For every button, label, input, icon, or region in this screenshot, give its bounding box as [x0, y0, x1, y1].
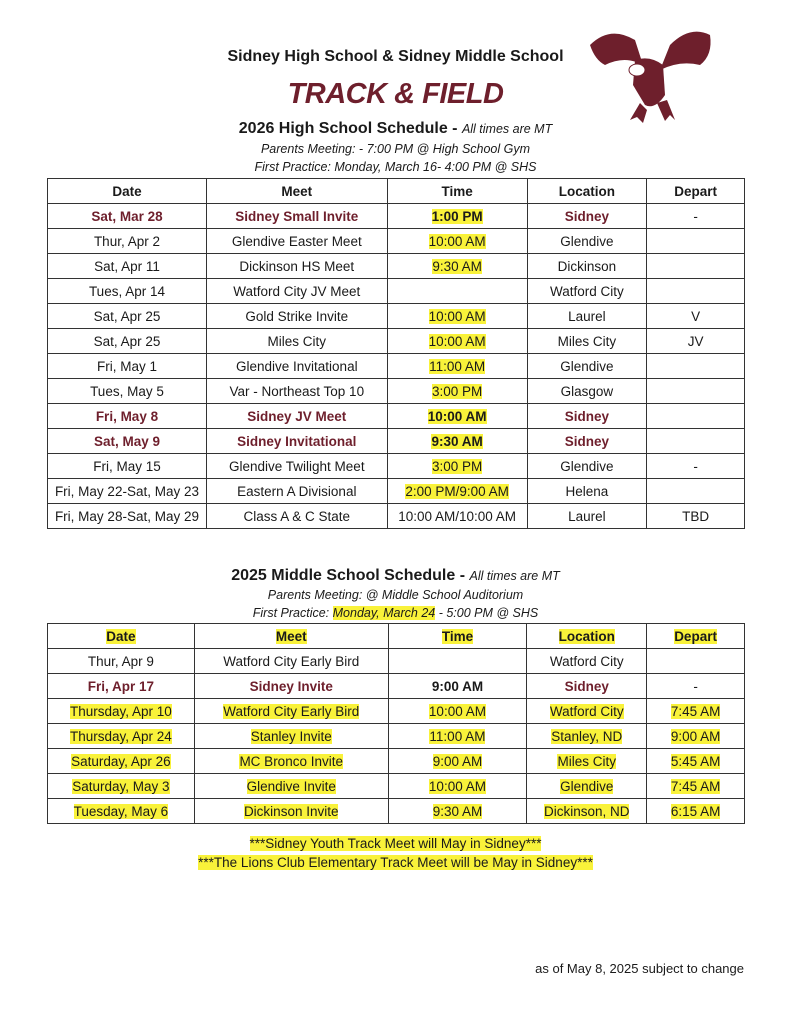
cell-text: - — [693, 678, 698, 694]
cell-text: Sidney Small Invite — [235, 208, 359, 224]
cell-text: Glendive — [560, 458, 614, 474]
cell-text: Glendive — [560, 358, 614, 374]
cell-time — [388, 799, 527, 824]
cell-text: 3:00 PM — [431, 383, 483, 399]
cell-date — [48, 454, 207, 479]
cell-text: 10:00 AM — [428, 333, 486, 349]
cell-text: - — [693, 208, 698, 224]
cell-date — [48, 724, 195, 749]
cell-text: Sat, May 9 — [93, 433, 160, 449]
cell-text: Sidney Invitational — [237, 433, 357, 449]
cell-date — [48, 379, 207, 404]
cell-location — [527, 699, 647, 724]
cell-depart — [647, 404, 745, 429]
cell-text: MC Bronco Invite — [239, 753, 343, 769]
cell-text: 3:00 PM — [431, 458, 483, 474]
cell-text: Fri, Apr 17 — [87, 678, 155, 694]
cell-text: Saturday, May 3 — [72, 778, 170, 794]
cell-location — [527, 204, 647, 229]
table-row — [48, 229, 745, 254]
cell-text: Tuesday, May 6 — [73, 803, 169, 819]
cell-location — [527, 254, 647, 279]
cell-text: Sidney — [564, 208, 610, 224]
cell-time — [387, 279, 527, 304]
cell-text: Fri, May 8 — [95, 408, 159, 424]
cell-depart — [647, 229, 745, 254]
cell-location — [527, 454, 647, 479]
cell-depart — [647, 279, 745, 304]
table-row — [48, 254, 745, 279]
table-header-row — [48, 179, 745, 204]
hs-schedule-table — [47, 178, 745, 529]
cell-text: V — [691, 308, 701, 324]
cell-text: Thursday, Apr 24 — [70, 728, 172, 744]
cell-meet — [206, 279, 387, 304]
cell-text: Fri, May 22-Sat, May 23 — [54, 483, 199, 499]
cell-text: JV — [687, 333, 704, 349]
cell-text: Sat, Apr 11 — [94, 258, 160, 274]
hs-schedule-heading: 2026 High School Schedule - All times are MT — [238, 120, 553, 137]
cell-location — [527, 379, 647, 404]
column-header-label: Meet — [281, 183, 313, 199]
cell-meet — [194, 649, 388, 674]
cell-text: 9:00 AM — [670, 728, 721, 744]
cell-time — [387, 429, 527, 454]
column-header-label: Location — [558, 628, 615, 644]
cell-time — [387, 354, 527, 379]
cell-meet — [206, 304, 387, 329]
cell-meet — [206, 504, 387, 529]
cell-text: Fri, May 15 — [93, 458, 161, 474]
cell-text: Saturday, Apr 26 — [71, 753, 171, 769]
cell-depart — [647, 699, 745, 724]
cell-depart — [647, 774, 745, 799]
cell-text: Class A & C State — [243, 508, 351, 524]
cell-location — [527, 329, 647, 354]
cell-text: Sidney — [564, 408, 610, 424]
table-row — [48, 204, 745, 229]
column-header-label: Time — [441, 183, 473, 199]
cell-text: Sidney JV Meet — [247, 408, 347, 424]
cell-text: 9:00 AM — [432, 753, 483, 769]
table-row — [48, 429, 745, 454]
cell-text: 11:00 AM — [429, 728, 486, 744]
cell-location — [527, 749, 647, 774]
table-row — [48, 279, 745, 304]
cell-depart — [647, 504, 745, 529]
cell-meet — [194, 674, 388, 699]
cell-date — [48, 699, 195, 724]
cell-meet — [206, 204, 387, 229]
cell-meet — [206, 254, 387, 279]
cell-date — [48, 429, 207, 454]
cell-text: Thursday, Apr 10 — [70, 703, 172, 719]
cell-date — [48, 749, 195, 774]
column-header-label: Depart — [674, 628, 717, 644]
cell-date — [48, 504, 207, 529]
cell-time — [388, 724, 527, 749]
cell-text: Miles City — [557, 333, 617, 349]
cell-depart — [647, 254, 745, 279]
cell-location — [527, 674, 647, 699]
cell-text: Sat, Apr 25 — [93, 308, 161, 324]
cell-time — [388, 674, 527, 699]
cell-meet — [194, 774, 388, 799]
cell-text: Sidney — [564, 678, 609, 694]
column-header-label: Date — [106, 628, 136, 644]
cell-text: Tues, May 5 — [90, 383, 164, 399]
cell-time — [387, 504, 527, 529]
table-row — [48, 404, 745, 429]
column-header-date — [48, 179, 207, 204]
cell-text: 7:45 AM — [670, 778, 721, 794]
page-title: TRACK & FIELD — [287, 78, 504, 110]
cell-text: 6:15 AM — [670, 803, 721, 819]
table-row — [48, 454, 745, 479]
cell-text: Laurel — [568, 308, 606, 324]
cell-depart — [647, 749, 745, 774]
cell-time — [387, 404, 527, 429]
cell-time — [387, 379, 527, 404]
cell-meet — [206, 379, 387, 404]
cell-date — [48, 799, 195, 824]
hs-parents-meeting: Parents Meeting: - 7:00 PM @ High School Gym — [260, 142, 531, 156]
cell-time — [388, 749, 527, 774]
cell-depart — [647, 454, 745, 479]
cell-text: Watford City Early Bird — [223, 703, 360, 719]
cell-text: Stanley, ND — [551, 728, 623, 744]
footer-as-of: as of May 8, 2025 subject to change — [535, 961, 744, 976]
column-header-depart — [647, 624, 745, 649]
cell-date — [48, 279, 207, 304]
cell-time — [387, 229, 527, 254]
cell-time — [388, 774, 527, 799]
table-row — [48, 379, 745, 404]
cell-depart — [647, 724, 745, 749]
cell-text: Glendive Invite — [246, 778, 336, 794]
cell-time — [387, 254, 527, 279]
table-row — [48, 649, 745, 674]
cell-time — [388, 649, 527, 674]
cell-text: Thur, Apr 2 — [93, 233, 160, 249]
cell-text: 10:00 AM — [428, 233, 486, 249]
cell-date — [48, 404, 207, 429]
cell-time — [387, 454, 527, 479]
cell-text: Watford City — [550, 283, 624, 299]
cell-location — [527, 304, 647, 329]
table-row — [48, 699, 745, 724]
cell-text: Sidney — [564, 433, 610, 449]
cell-text: Glasgow — [560, 383, 614, 399]
cell-time — [387, 304, 527, 329]
cell-date — [48, 254, 207, 279]
column-header-label: Meet — [275, 628, 307, 644]
cell-location — [527, 229, 647, 254]
column-header-depart — [647, 179, 745, 204]
cell-text: 10:00 AM/10:00 AM — [398, 508, 517, 524]
table-row — [48, 304, 745, 329]
cell-date — [48, 304, 207, 329]
cell-meet — [206, 429, 387, 454]
cell-location — [527, 799, 647, 824]
ms-schedule-table — [47, 623, 745, 824]
column-header-label: Depart — [674, 183, 718, 199]
cell-meet — [194, 799, 388, 824]
cell-depart — [647, 479, 745, 504]
cell-text: 10:00 AM — [428, 778, 486, 794]
cell-time — [387, 204, 527, 229]
eagle-logo-icon — [585, 25, 715, 125]
table-row — [48, 674, 745, 699]
column-header-location — [527, 179, 647, 204]
cell-meet — [206, 329, 387, 354]
cell-time — [388, 699, 527, 724]
column-header-meet — [194, 624, 388, 649]
cell-text: 9:00 AM — [431, 678, 484, 694]
hs-first-practice: First Practice: Monday, March 16- 4:00 PM @ SHS — [254, 160, 537, 174]
cell-meet — [206, 229, 387, 254]
cell-date — [48, 674, 195, 699]
note-lions-club-meet: ***The Lions Club Elementary Track Meet will be May in Sidney*** — [198, 855, 593, 870]
column-header-label: Time — [441, 628, 474, 644]
cell-text: 9:30 AM — [432, 258, 482, 274]
cell-text: 7:45 AM — [670, 703, 721, 719]
cell-text: Glendive — [560, 778, 614, 794]
cell-text: Thur, Apr 9 — [87, 653, 154, 669]
cell-location — [527, 429, 647, 454]
note-youth-meet: ***Sidney Youth Track Meet will May in Sidney*** — [249, 836, 542, 851]
cell-text: Var - Northeast Top 10 — [229, 383, 365, 399]
cell-location — [527, 479, 647, 504]
cell-text: Watford City Early Bird — [223, 653, 360, 669]
column-header-label: Date — [112, 183, 142, 199]
cell-depart — [647, 379, 745, 404]
table-row — [48, 799, 745, 824]
cell-text: Stanley Invite — [250, 728, 332, 744]
school-name: Sidney High School & Sidney Middle School — [227, 48, 564, 65]
cell-location — [527, 354, 647, 379]
cell-meet — [194, 749, 388, 774]
ms-parents-meeting: Parents Meeting: @ Middle School Auditorium — [267, 588, 524, 602]
cell-text: Sat, Apr 25 — [93, 333, 161, 349]
cell-meet — [206, 354, 387, 379]
cell-depart — [647, 354, 745, 379]
cell-location — [527, 279, 647, 304]
cell-time — [387, 329, 527, 354]
cell-text: Fri, May 1 — [96, 358, 157, 374]
column-header-meet — [206, 179, 387, 204]
cell-location — [527, 649, 647, 674]
table-header-row — [48, 624, 745, 649]
cell-meet — [206, 404, 387, 429]
cell-meet — [194, 699, 388, 724]
cell-text: Sidney Invite — [249, 678, 333, 694]
cell-date — [48, 479, 207, 504]
cell-text: Laurel — [568, 508, 606, 524]
cell-text: 9:30 AM — [432, 803, 483, 819]
cell-text: Glendive Invitational — [236, 358, 358, 374]
cell-date — [48, 229, 207, 254]
cell-text: Helena — [565, 483, 609, 499]
cell-location — [527, 774, 647, 799]
cell-depart — [647, 649, 745, 674]
column-header-label: Location — [558, 183, 616, 199]
column-header-date — [48, 624, 195, 649]
cell-text: Glendive — [560, 233, 614, 249]
cell-text: 11:00 AM — [429, 358, 486, 374]
cell-text: 10:00 AM — [428, 703, 486, 719]
table-row — [48, 774, 745, 799]
cell-text: 5:45 AM — [670, 753, 721, 769]
cell-time — [387, 479, 527, 504]
cell-text: 1:00 PM — [431, 208, 483, 224]
cell-meet — [206, 454, 387, 479]
cell-text: Dickinson — [557, 258, 617, 274]
cell-location — [527, 724, 647, 749]
cell-date — [48, 204, 207, 229]
cell-depart — [647, 429, 745, 454]
cell-text: Gold Strike Invite — [245, 308, 349, 324]
cell-text: Sat, Mar 28 — [91, 208, 163, 224]
cell-text: Miles City — [267, 333, 327, 349]
cell-text: Watford City — [549, 653, 624, 669]
cell-meet — [194, 724, 388, 749]
cell-depart — [647, 674, 745, 699]
cell-text: Glendive Easter Meet — [231, 233, 362, 249]
cell-text: TBD — [682, 508, 710, 524]
cell-text: 2:00 PM/9:00 AM — [405, 483, 509, 499]
cell-location — [527, 504, 647, 529]
cell-date — [48, 649, 195, 674]
cell-text: Watford City — [549, 703, 624, 719]
table-row — [48, 329, 745, 354]
cell-text: Miles City — [557, 753, 616, 769]
cell-text: - — [693, 458, 698, 474]
cell-depart — [647, 329, 745, 354]
cell-location — [527, 404, 647, 429]
ms-first-practice: First Practice: Monday, March 24 - 5:00 PM @ SHS — [252, 606, 539, 620]
cell-date — [48, 354, 207, 379]
cell-text: 10:00 AM — [427, 408, 487, 424]
cell-depart — [647, 799, 745, 824]
cell-text: Eastern A Divisional — [237, 483, 357, 499]
cell-text: Fri, May 28-Sat, May 29 — [54, 508, 199, 524]
cell-text: Dickinson, ND — [543, 803, 630, 819]
cell-text: 9:30 AM — [431, 433, 483, 449]
column-header-location — [527, 624, 647, 649]
cell-text: Glendive Twilight Meet — [229, 458, 365, 474]
table-row — [48, 749, 745, 774]
column-header-time — [387, 179, 527, 204]
column-header-time — [388, 624, 527, 649]
cell-date — [48, 774, 195, 799]
cell-text: 10:00 AM — [428, 308, 486, 324]
table-row — [48, 724, 745, 749]
cell-text: Tues, Apr 14 — [88, 283, 165, 299]
ms-schedule-heading: 2025 Middle School Schedule - All times are MT — [231, 567, 560, 584]
cell-text: Watford City JV Meet — [233, 283, 361, 299]
cell-depart — [647, 204, 745, 229]
cell-text: Dickinson HS Meet — [239, 258, 355, 274]
table-row — [48, 504, 745, 529]
cell-date — [48, 329, 207, 354]
table-row — [48, 479, 745, 504]
cell-meet — [206, 479, 387, 504]
table-row — [48, 354, 745, 379]
cell-depart — [647, 304, 745, 329]
cell-text: Dickinson Invite — [243, 803, 339, 819]
